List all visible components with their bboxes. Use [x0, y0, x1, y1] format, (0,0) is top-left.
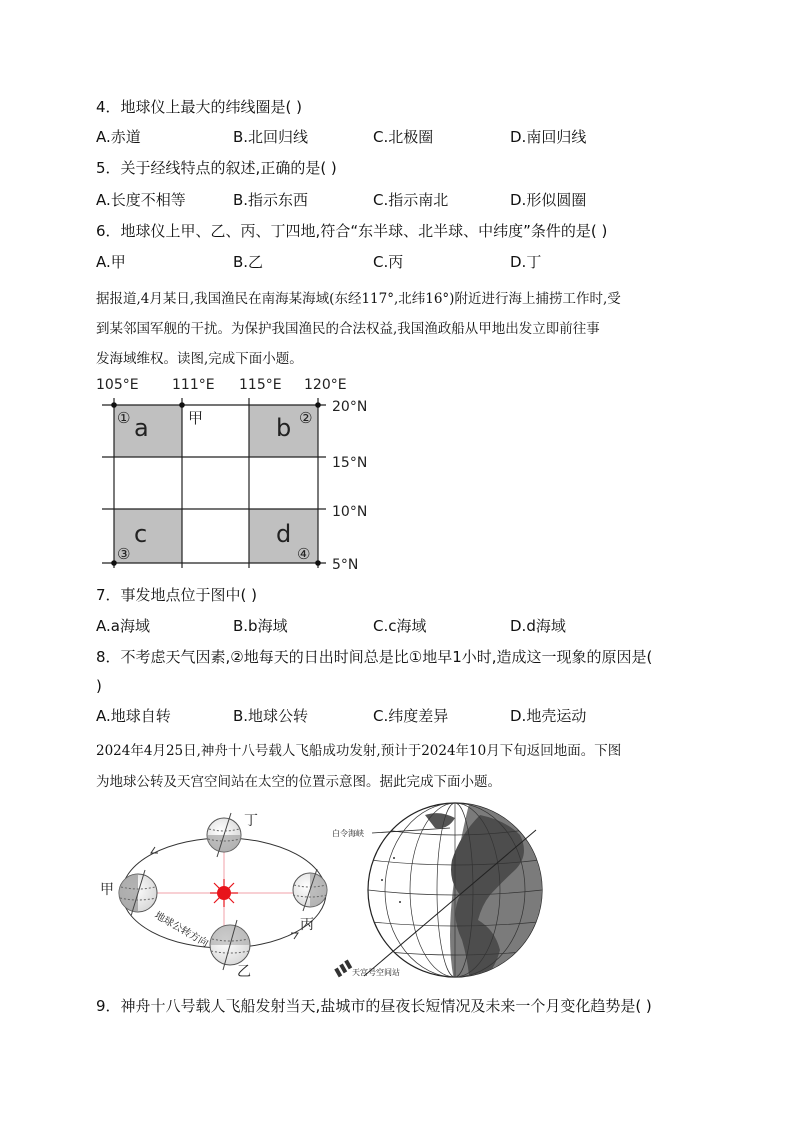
lon-label-115: 115°E [239, 377, 282, 393]
lon-label-111: 111°E [172, 377, 215, 393]
position-label-jia: 甲 [100, 882, 114, 898]
q4-option-d[interactable]: D.南回归线 [510, 128, 587, 146]
position-label-bing: 丙 [300, 917, 314, 933]
passage-2 [96, 736, 706, 798]
place-label-jia: 甲 [188, 409, 204, 427]
q6-option-b[interactable]: B.乙 [233, 253, 264, 271]
q8-stem: 8．不考虑天气因素,②地每天的日出时间总是比①地早1小时,造成这一现象的原因是( [96, 648, 653, 666]
q7-option-c[interactable]: C.c海域 [373, 617, 427, 635]
earth-ding-icon [207, 813, 241, 857]
q6-option-d[interactable]: D.丁 [510, 253, 542, 271]
cell-letter-b: b [276, 414, 292, 442]
point-1-dot [111, 402, 117, 408]
cell-letter-a: a [134, 414, 149, 442]
point-label-3: ③ [117, 545, 131, 563]
grid-map-figure [88, 370, 388, 576]
globe-figure [330, 800, 550, 985]
passage-1-line: 发海域维权。读图,完成下面小题。 [96, 351, 303, 367]
space-station-icon [334, 960, 352, 978]
q5-option-a[interactable]: A.长度不相等 [96, 191, 186, 209]
earth-yi-icon [210, 920, 250, 970]
passage-1-line: 到某邻国军舰的干扰。为保护我国渔民的合法权益,我国渔政船从甲地出发立即前往事 [96, 321, 600, 337]
q8-stem-continued: ) [96, 677, 102, 695]
q7-option-a[interactable]: A.a海域 [96, 617, 150, 635]
point-label-4: ④ [297, 545, 311, 563]
passage-1-line: 据报道,4月某日,我国渔民在南海某海域(东经117°,北纬16°)附近进行海上捕捞工作时,受 [96, 291, 621, 307]
q8-option-b[interactable]: B.地球公转 [233, 707, 309, 725]
point-4-dot [315, 560, 321, 566]
q4-options [96, 127, 716, 147]
q5-option-c[interactable]: C.指示南北 [373, 191, 449, 209]
q6-options [96, 252, 716, 272]
point-label-1: ① [117, 409, 131, 427]
point-label-2: ② [299, 409, 313, 427]
lat-label-10: 10°N [332, 504, 368, 520]
position-label-yi: 乙 [237, 964, 251, 980]
passage-2-line: 2024年4月25日,神舟十八号载人飞船成功发射,预计于2024年10月下旬返回地面。下图 [96, 743, 622, 759]
q4-option-b[interactable]: B.北回归线 [233, 128, 309, 146]
cell-letter-c: c [134, 520, 148, 548]
q6-option-a[interactable]: A.甲 [96, 253, 126, 271]
q7-option-b[interactable]: B.b海域 [233, 617, 288, 635]
orbit-direction-label: 地球公转方向 [152, 910, 210, 950]
orbit-diagram [96, 805, 346, 985]
cell-letter-d: d [276, 520, 292, 548]
q4-option-a[interactable]: A.赤道 [96, 128, 141, 146]
point-2-dot [315, 402, 321, 408]
earth-jia-icon [119, 870, 157, 916]
strait-label: 白令海峡 [332, 829, 364, 838]
lon-label-105: 105°E [96, 377, 139, 393]
lat-label-5: 5°N [332, 557, 359, 573]
point-3-dot [111, 560, 117, 566]
q7-options [96, 616, 716, 636]
q8-option-d[interactable]: D.地壳运动 [510, 707, 587, 725]
q6-stem: 6．地球仪上甲、乙、丙、丁四地,符合“东半球、北半球、中纬度”条件的是( ) [96, 222, 608, 240]
q7-stem: 7．事发地点位于图中( ) [96, 586, 258, 604]
passage-2-line: 为地球公转及天宫空间站在太空的位置示意图。据此完成下面小题。 [96, 774, 501, 790]
q4-stem: 4．地球仪上最大的纬线圈是( ) [96, 98, 303, 116]
earth-bing-icon [293, 869, 327, 911]
q9-stem: 9．神舟十八号载人飞船发射当天,盐城市的昼夜长短情况及未来一个月变化趋势是( ) [96, 997, 652, 1015]
q5-option-b[interactable]: B.指示东西 [233, 191, 309, 209]
position-label-ding: 丁 [244, 813, 258, 829]
sun-icon [210, 879, 238, 907]
q6-option-c[interactable]: C.丙 [373, 253, 404, 271]
q8-option-a[interactable]: A.地球自转 [96, 707, 171, 725]
q7-option-d[interactable]: D.d海域 [510, 617, 566, 635]
lat-label-20: 20°N [332, 399, 368, 415]
lon-label-120: 120°E [304, 377, 347, 393]
passage-1 [96, 284, 706, 374]
station-label: 天宫号空间站 [352, 968, 400, 977]
point-jia-dot [179, 402, 185, 408]
q5-options [96, 190, 716, 210]
q4-option-c[interactable]: C.北极圈 [373, 128, 434, 146]
q5-option-d[interactable]: D.形似圆圈 [510, 191, 587, 209]
q8-options [96, 706, 716, 726]
q8-option-c[interactable]: C.纬度差异 [373, 707, 449, 725]
lat-label-15: 15°N [332, 455, 368, 471]
q5-stem: 5．关于经线特点的叙述,正确的是( ) [96, 159, 337, 177]
